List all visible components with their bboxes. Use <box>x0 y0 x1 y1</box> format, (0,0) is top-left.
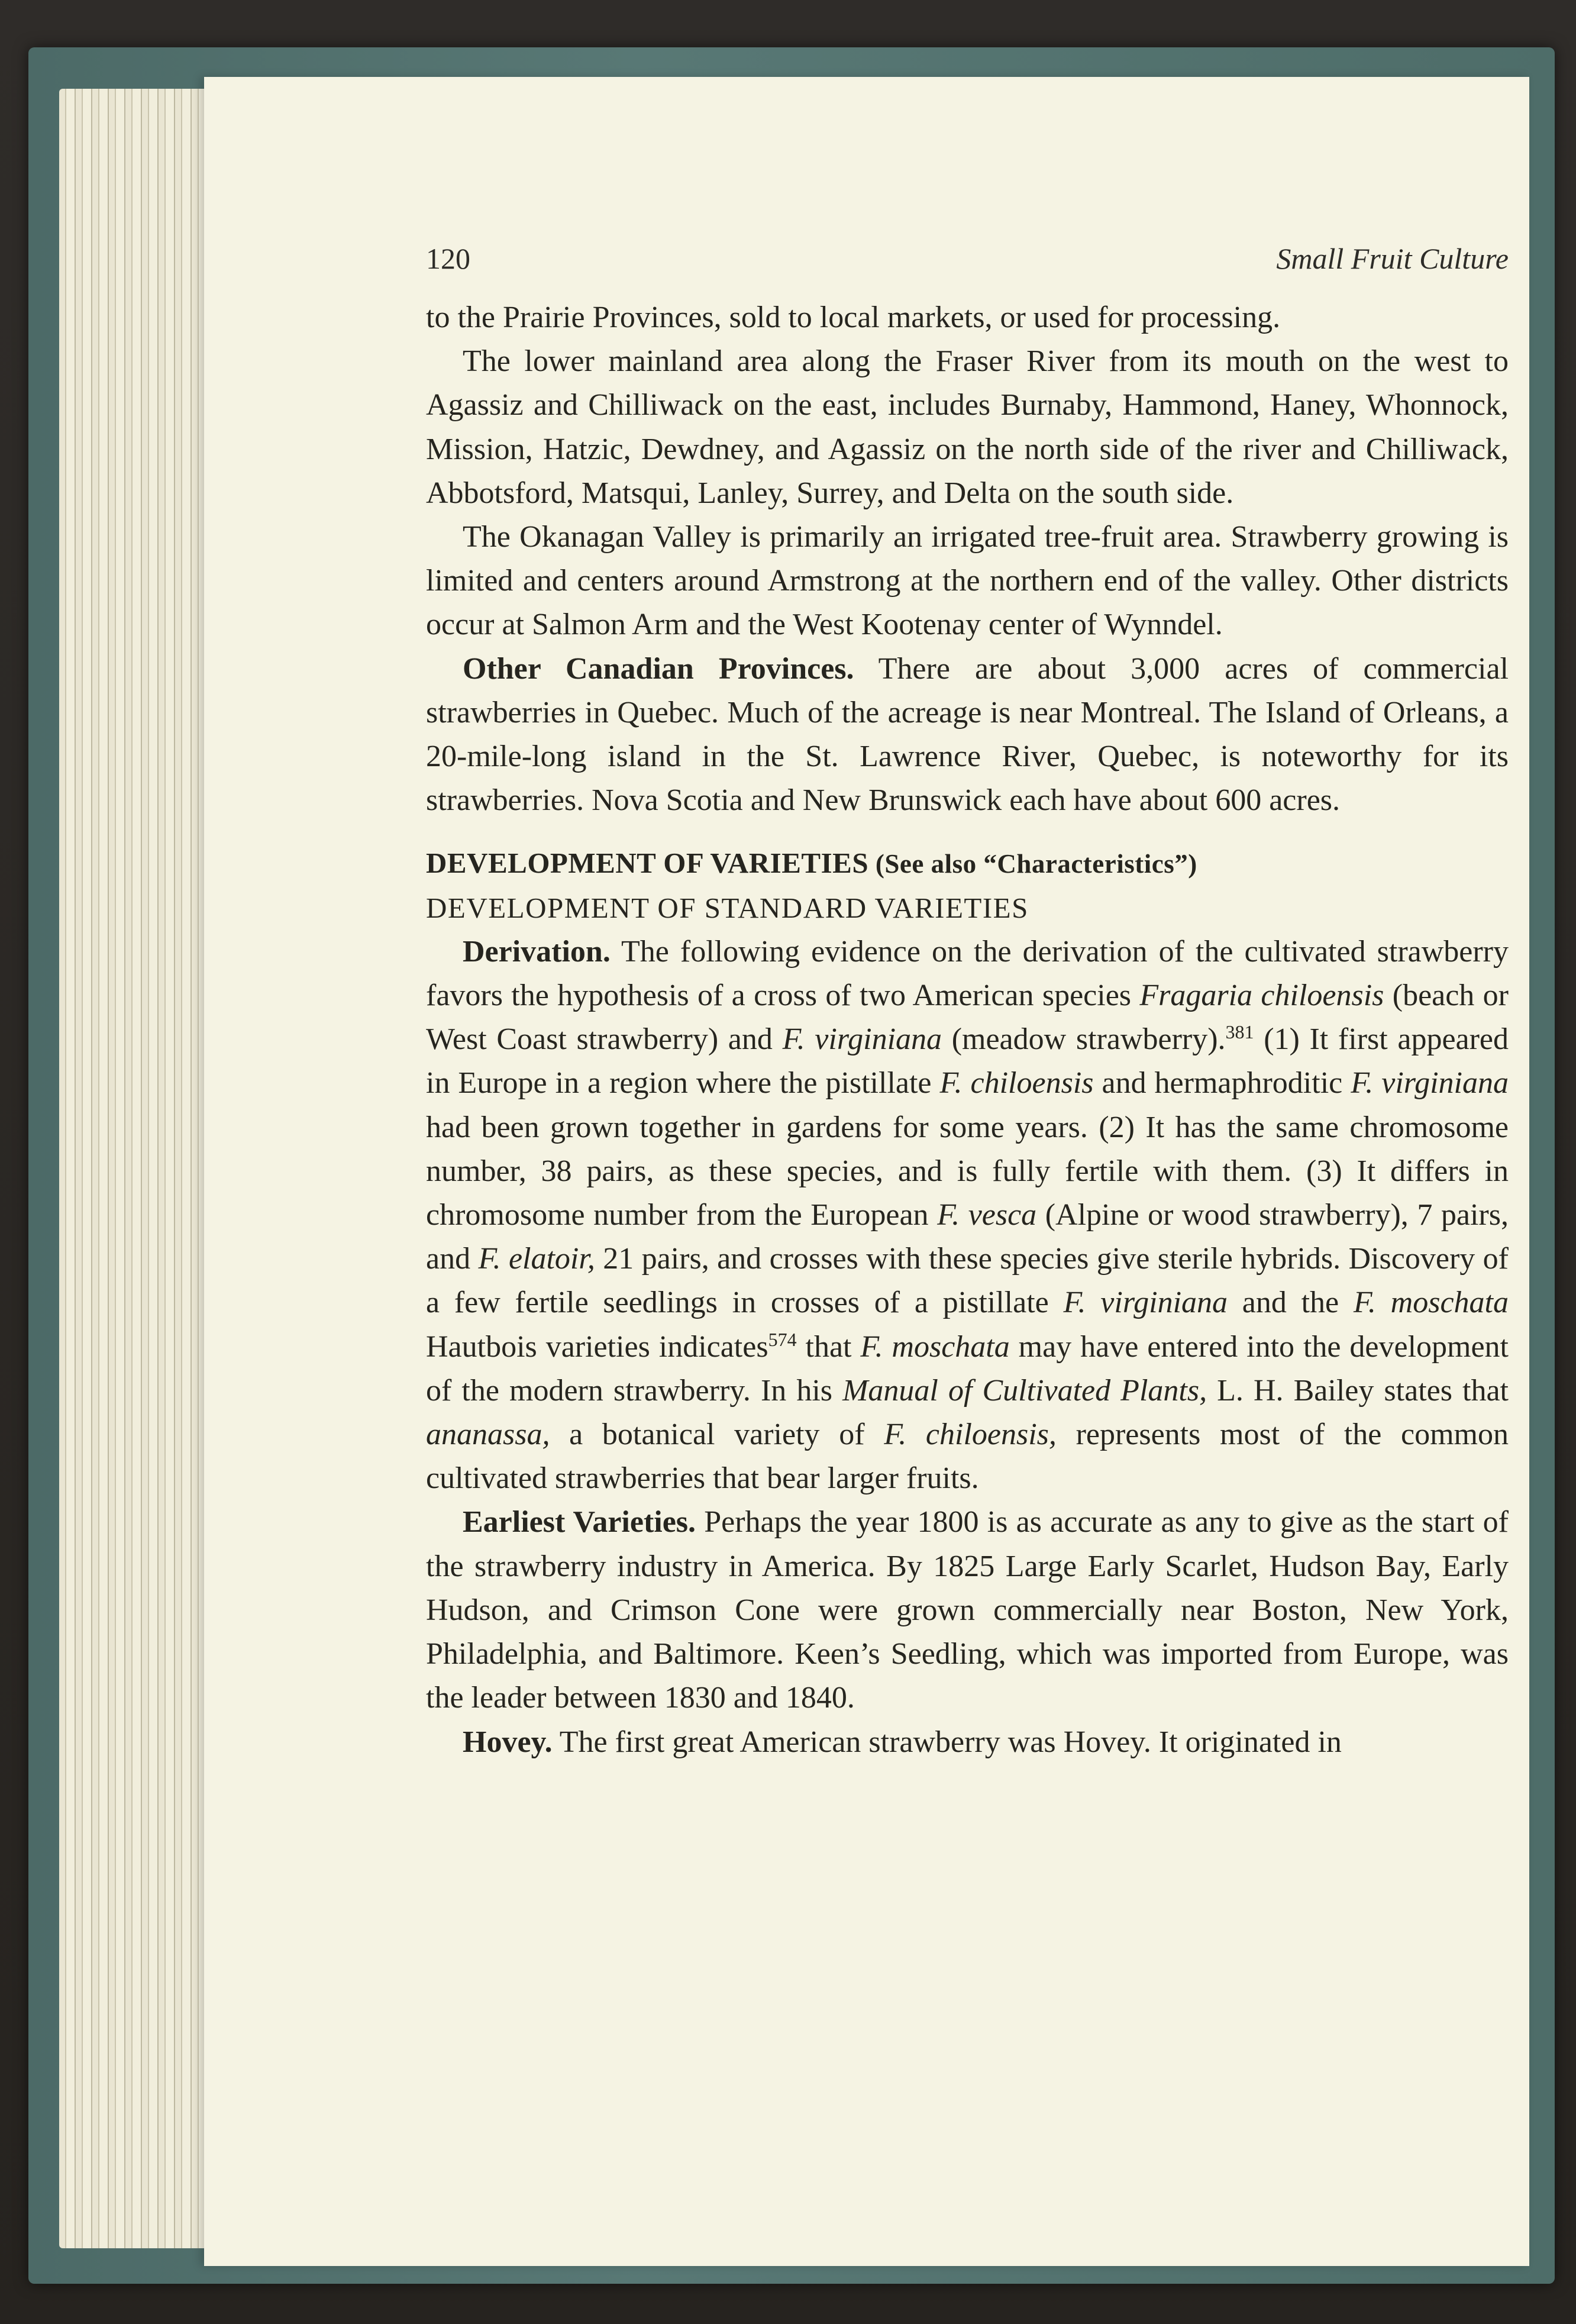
text-run: L. H. Bailey states that <box>1207 1373 1509 1408</box>
text-run: (meadow strawberry). <box>942 1022 1226 1057</box>
species-name: F. virginiana <box>782 1022 942 1057</box>
paragraph-hovey <box>426 1721 1509 1764</box>
text-run: 21 pairs, and crosses with these species give sterile hybrids. Discovery of a few fertile seedlings in crosses of a pistillate <box>426 1242 1509 1320</box>
text-run: The following evidence on the derivation of the cultivated strawberry favors the hypothesis of a cross of two American species <box>426 934 1509 1013</box>
text-run: a botanical variety of <box>550 1418 884 1452</box>
species-name: ananassa, <box>426 1418 550 1452</box>
text-run: and hermaphroditic <box>1093 1066 1351 1100</box>
species-name: F. moschata <box>1353 1286 1509 1320</box>
page-number: 120 <box>426 242 470 275</box>
run-in-heading-earliest: Earliest Varieties. <box>463 1505 696 1539</box>
paragraph-text: Perhaps the year 1800 is as accurate as any to give as the start of the strawberry industry in America. By 1825 Large Early Scarlet, Hudson Bay, Early Hudson, and Crimson Cone were grown commercially near Boston, New York, Philadelphia, and Baltimore. Keen’s Seedling, which was imported from Europe, was the leader between 1830 and 1840. <box>426 1505 1509 1715</box>
body-text <box>426 296 1509 1764</box>
section-heading-development <box>426 841 1509 886</box>
text-run: represents most of the common cultivated strawberries that bear larger fruits. <box>426 1418 1509 1496</box>
reference-superscript: 574 <box>768 1328 797 1350</box>
text-run: (beach or West Coast strawberry) and <box>426 979 1509 1057</box>
run-in-heading-hovey: Hovey. <box>463 1725 553 1759</box>
species-name: F. vesca <box>937 1198 1037 1232</box>
species-name: Fragaria chiloensis <box>1139 979 1384 1013</box>
paragraph-text: The first great American strawberry was Hovey. It originated in <box>552 1725 1342 1759</box>
text-run: and the <box>1228 1286 1354 1320</box>
running-title: Small Fruit Culture <box>1276 242 1509 275</box>
subsection-heading-standard: DEVELOPMENT OF STANDARD VARIETIES <box>426 891 1029 924</box>
paragraph-derivation <box>426 930 1509 1501</box>
text-run: (1) It first appeared in Europe in a region where the pistillate <box>426 1022 1509 1100</box>
paragraph-okanagan: The Okanagan Valley is primarily an irrigated tree-fruit area. Strawberry growing is limited and centers around Armstrong at the northern end of the valley. Other districts occur at Salmon Arm and the West Kootenay center of Wynndel. <box>426 520 1509 642</box>
species-name: F. virginiana <box>1351 1066 1509 1100</box>
species-name: F. chiloensis <box>939 1066 1094 1100</box>
paragraph-other-provinces <box>426 647 1509 823</box>
run-in-heading-other-provinces: Other Canadian Provinces. <box>463 651 854 686</box>
book-title: Manual of Cultivated Plants, <box>842 1373 1207 1408</box>
text-run: may have entered into the development of the modern strawberry. In his <box>426 1329 1509 1408</box>
species-name: F. virginiana <box>1063 1286 1228 1320</box>
paragraph-text: There are about 3,000 acres of commercial strawberries in Quebec. Much of the acreage is near Montreal. The Island of Orleans, a 20-mile-long island in the St. Lawrence River, Quebec, is noteworthy for its strawberries. Nova Scotia and New Brunswick each have about 600 acres. <box>426 651 1509 818</box>
text-run: (Alpine or wood strawberry), 7 pairs, and <box>426 1198 1509 1276</box>
species-name: F. chiloensis, <box>884 1418 1057 1452</box>
text-run: that <box>796 1329 861 1364</box>
heading-text: DEVELOPMENT OF VARIETIES <box>426 847 869 880</box>
reference-superscript: 381 <box>1225 1021 1254 1043</box>
heading-cross-reference: (See also “Characteristics”) <box>868 849 1197 879</box>
text-run: had been grown together in gardens for some years. (2) It has the same chromosome number, 38 pairs, as these species, and is fully fertile with them. (3) It differs in chromosome number from the European <box>426 1110 1509 1232</box>
paragraph-prairie: to the Prairie Provinces, sold to local markets, or used for processing. <box>426 301 1281 334</box>
species-name: F. elatoir, <box>478 1242 595 1276</box>
species-name: F. moschata <box>860 1329 1010 1364</box>
page-edges <box>59 89 213 2248</box>
paragraph-fraser-river: The lower mainland area along the Fraser River from its mouth on the west to Agassiz and Chilliwack on the east, includes Burnaby, Hammond, Haney, Whonnock, Mission, Hatzic, Dewdney, and Agassiz on the north side of the river and Chilliwack, Abbotsford, Matsqui, Lanley, Surrey, and Delta on the south side. <box>426 344 1509 510</box>
running-head <box>426 237 1509 284</box>
paragraph-earliest-varieties <box>426 1500 1509 1720</box>
run-in-heading-derivation: Derivation. <box>463 934 611 969</box>
text-run: Hautbois varieties indicates <box>426 1329 768 1364</box>
